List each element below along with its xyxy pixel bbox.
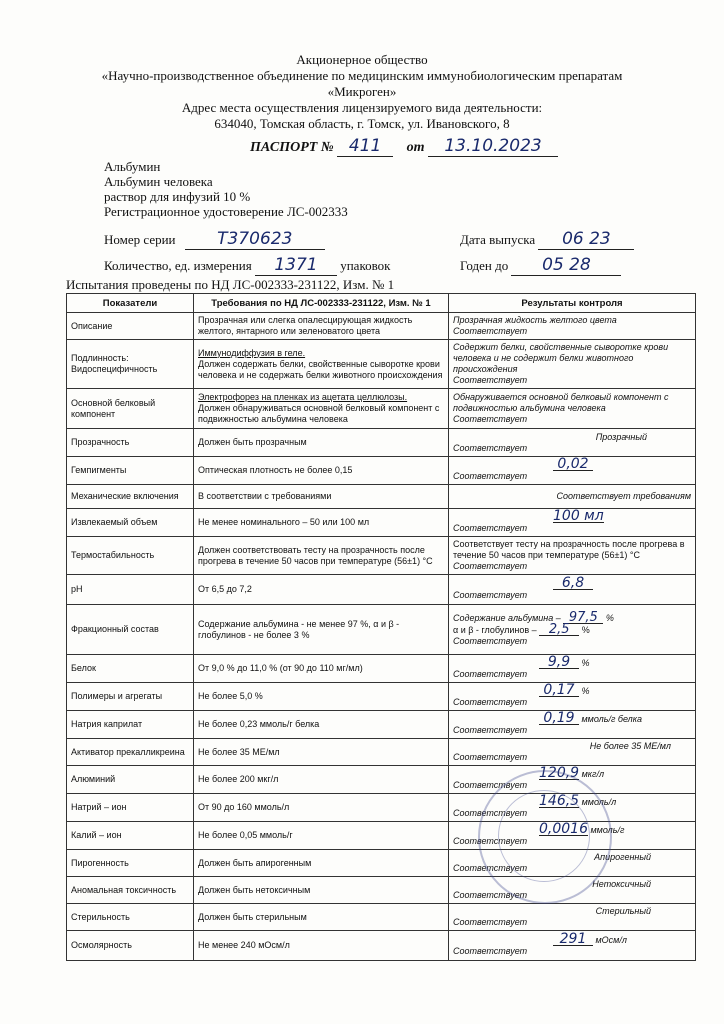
- table-row: [67, 575, 696, 605]
- result-unit: мкг/л: [581, 769, 605, 779]
- table-row: [67, 711, 696, 739]
- org-name: «Научно-производственное объединение по медицинским иммунобиологическим препаратам: [101, 68, 623, 83]
- param-result: [449, 457, 696, 485]
- globulin-unit: %: [581, 625, 590, 635]
- table-row: [67, 313, 696, 340]
- product-subname: Альбумин человека: [104, 174, 213, 189]
- result-value: 0,02: [553, 459, 593, 471]
- result-verdict: Соответствует: [453, 780, 528, 790]
- qty-row: [104, 255, 390, 276]
- qty-value: 1371: [255, 255, 337, 276]
- address: 634040, Томская область, г. Томск, ул. Ивановского, 8: [214, 116, 510, 131]
- org-brand: «Микроген»: [327, 84, 397, 99]
- param-requirement: Не более 0,23 ммоль/г белка: [194, 711, 449, 739]
- result-unit: мОсм/л: [595, 935, 627, 945]
- param-name: Активатор прекалликреина: [67, 739, 194, 766]
- table-row: [67, 537, 696, 575]
- result-text: Обнаруживается основной белковый компонент с подвижностью альбумина человека: [453, 392, 669, 413]
- table-row: [67, 904, 696, 931]
- globulin-label: α и β - глобулинов –: [453, 625, 537, 635]
- param-name: Извлекаемый объем: [67, 509, 194, 537]
- requirement-text: Должен содержать белки, свойственные сыворотке крови человека и не содержать белки животного происхождения: [198, 358, 443, 380]
- param-requirement: Должен быть прозрачным: [194, 429, 449, 457]
- result-text: Апирогенный: [594, 852, 651, 862]
- product-registration: Регистрационное удостоверение ЛС-002333: [104, 204, 348, 219]
- result-value: 0,0016: [539, 821, 588, 837]
- param-name: Белок: [67, 655, 194, 683]
- result-verdict: Соответствует: [453, 697, 528, 707]
- param-result: [449, 931, 696, 961]
- param-result: [449, 389, 696, 429]
- param-requirement: От 9,0 % до 11,0 % (от 90 до 110 мг/мл): [194, 655, 449, 683]
- param-result: [449, 711, 696, 739]
- result-text: Не более 35 МЕ/мл: [589, 741, 671, 751]
- param-result: [449, 485, 696, 509]
- result-value: 146,5: [539, 793, 580, 809]
- result-verdict: Соответствует: [453, 442, 528, 453]
- result-verdict: Соответствует: [453, 636, 528, 646]
- expiry-row: [460, 255, 621, 276]
- passport-title: [250, 136, 558, 157]
- result-verdict: Соответствует: [453, 752, 528, 762]
- param-requirement: Не более 200 мкг/л: [194, 766, 449, 794]
- result-verdict: Соответствует: [453, 808, 528, 818]
- result-verdict: Соответствует: [453, 863, 528, 873]
- table-row: [67, 457, 696, 485]
- param-name: pH: [67, 575, 194, 605]
- passport-date: 13.10.2023: [428, 136, 558, 157]
- param-requirement: Не менее номинального – 50 или 100 мл: [194, 509, 449, 537]
- table-row: [67, 931, 696, 961]
- param-requirement: Не менее 240 мОсм/л: [194, 931, 449, 961]
- albumin-unit: %: [605, 613, 614, 623]
- result-verdict: Соответствует: [453, 946, 528, 956]
- issue-value: 06 23: [538, 229, 634, 250]
- requirement-text: Должен обнаруживаться основной белковый компонент с подвижностью альбумина человека: [198, 403, 440, 424]
- param-name: Прозрачность: [67, 429, 194, 457]
- param-requirement: Прозрачная или слегка опалесцирующая жидкость желтого, янтарного или зеленоватого цвета: [194, 313, 449, 340]
- result-verdict: Соответствует: [453, 375, 528, 385]
- result-value: 0,19: [539, 713, 579, 725]
- passport-date-label: от: [406, 140, 425, 155]
- series-value: T370623: [185, 229, 325, 250]
- result-text: Содержит белки, свойственные сыворотке крови человека и не содержит белки животного происхождения: [453, 342, 669, 374]
- result-text: Соответствует тесту на прозрачность после прогрева в течение 50 часов при температуре (56±1) °С: [453, 539, 685, 560]
- param-name: Осмолярность: [67, 931, 194, 961]
- albumin-value: 97,5: [563, 612, 603, 624]
- qty-unit: упаковок: [340, 258, 391, 273]
- address-label: Адрес места осуществления лицензируемого вида деятельности:: [181, 100, 543, 115]
- issue-label: Дата выпуска: [460, 232, 536, 247]
- table-row: [67, 766, 696, 794]
- result-unit: %: [581, 658, 590, 668]
- param-result: [449, 904, 696, 931]
- param-requirement: В соответствии с требованиями: [194, 485, 449, 509]
- col-header-parameter: Показатели: [67, 294, 194, 313]
- param-name: Стерильность: [67, 904, 194, 931]
- param-result: [449, 537, 696, 575]
- result-text: Прозрачный: [595, 431, 647, 442]
- org-type: Акционерное общество: [296, 52, 428, 67]
- param-result: [449, 655, 696, 683]
- result-verdict: Соответствует: [453, 836, 528, 846]
- table-row: [67, 389, 696, 429]
- table-row: [67, 683, 696, 711]
- table-row: [67, 509, 696, 537]
- result-unit: ммоль/г белка: [581, 714, 643, 724]
- series-row: [104, 229, 325, 250]
- result-text: Нетоксичный: [592, 879, 651, 889]
- result-value: 6,8: [553, 578, 593, 590]
- result-text: Соответствует требованиям: [556, 491, 691, 501]
- param-result: [449, 340, 696, 389]
- result-verdict: Соответствует: [453, 917, 528, 927]
- param-name: Термостабильность: [67, 537, 194, 575]
- series-label: Номер серии: [104, 232, 176, 247]
- col-header-requirements: Требования по НД ЛС-002333-231122, Изм. № 1: [194, 294, 449, 313]
- product-name: Альбумин: [104, 159, 161, 174]
- param-result: [449, 313, 696, 340]
- table-row: [67, 485, 696, 509]
- param-name: Аномальная токсичность: [67, 877, 194, 904]
- param-requirement: Не более 5,0 %: [194, 683, 449, 711]
- result-verdict: Соответствует: [453, 326, 528, 336]
- param-requirement: [194, 389, 449, 429]
- param-requirement: Должен быть апирогенным: [194, 850, 449, 877]
- result-unit: %: [581, 686, 590, 696]
- param-requirement: Не более 0,05 ммоль/г: [194, 822, 449, 850]
- result-value: 9,9: [539, 657, 579, 669]
- result-unit: ммоль/г: [590, 825, 625, 835]
- param-requirement: [194, 340, 449, 389]
- param-result: [449, 429, 696, 457]
- result-verdict: Соответствует: [453, 523, 528, 533]
- param-name: Описание: [67, 313, 194, 340]
- result-verdict: Соответствует: [453, 890, 528, 900]
- param-name: Механические включения: [67, 485, 194, 509]
- param-requirement: Должен быть нетоксичным: [194, 877, 449, 904]
- param-name: Гемпигменты: [67, 457, 194, 485]
- param-name: Основной белковый компонент: [67, 389, 194, 429]
- result-verdict: Соответствует: [453, 669, 528, 679]
- passport-label: ПАСПОРТ №: [250, 140, 334, 155]
- table-row: [67, 877, 696, 904]
- result-value: 120,9: [539, 765, 580, 781]
- result-value: 0,17: [539, 685, 579, 697]
- param-requirement: От 6,5 до 7,2: [194, 575, 449, 605]
- product-block: [104, 159, 348, 219]
- param-name: Подлинность: Видоспецифичность: [67, 340, 194, 389]
- result-text: Прозрачная жидкость желтого цвета: [453, 315, 617, 325]
- requirement-method: Электрофорез на пленках из ацетата целлюлозы.: [198, 392, 408, 402]
- table-header-row: [67, 294, 696, 313]
- param-requirement: От 90 до 160 ммоль/л: [194, 794, 449, 822]
- result-value: 291: [553, 934, 593, 946]
- param-requirement: Оптическая плотность не более 0,15: [194, 457, 449, 485]
- table-row: [67, 429, 696, 457]
- result-verdict: Соответствует: [453, 590, 528, 600]
- table-row: [67, 739, 696, 766]
- tests-caption: Испытания проведены по НД ЛС-002333-231122, Изм. № 1: [66, 277, 395, 292]
- table-row: [67, 655, 696, 683]
- param-result: [449, 739, 696, 766]
- param-requirement: Не более 35 МЕ/мл: [194, 739, 449, 766]
- param-name: Полимеры и агрегаты: [67, 683, 194, 711]
- param-name: Калий – ион: [67, 822, 194, 850]
- albumin-label: Содержание альбумина –: [453, 613, 561, 623]
- table-row: [67, 340, 696, 389]
- param-name: Натрий – ион: [67, 794, 194, 822]
- param-result: [449, 683, 696, 711]
- table-row: [67, 605, 696, 655]
- expiry-label: Годен до: [460, 258, 509, 273]
- param-requirement: Должен быть стерильным: [194, 904, 449, 931]
- result-text: Стерильный: [595, 906, 651, 916]
- result-verdict: Соответствует: [453, 471, 528, 481]
- passport-number: 411: [337, 136, 393, 157]
- requirement-method: Иммунодиффузия в геле.: [198, 347, 306, 358]
- globulin-value: 2,5: [539, 624, 579, 636]
- expiry-value: 05 28: [511, 255, 621, 276]
- qty-label: Количество, ед. измерения: [104, 258, 252, 273]
- param-requirement: Должен соответствовать тесту на прозрачность после прогрева в течение 50 часов при температуре (56±1) °С: [194, 537, 449, 575]
- param-result: [449, 575, 696, 605]
- param-result: [449, 509, 696, 537]
- param-requirement: Содержание альбумина - не менее 97 %, α и β - глобулинов - не более 3 %: [194, 605, 449, 655]
- result-verdict: Соответствует: [453, 414, 528, 424]
- product-form: раствор для инфузий 10 %: [104, 189, 251, 204]
- col-header-results: Результаты контроля: [449, 294, 696, 313]
- param-name: Алюминий: [67, 766, 194, 794]
- param-name: Фракционный состав: [67, 605, 194, 655]
- issue-row: [460, 229, 634, 250]
- qc-stamp-inner: [498, 790, 590, 882]
- result-verdict: Соответствует: [453, 561, 528, 571]
- param-result: [449, 605, 696, 655]
- result-unit: ммоль/л: [581, 797, 617, 807]
- result-value: 100 мл: [553, 508, 604, 524]
- param-name: Натрия каприлат: [67, 711, 194, 739]
- result-verdict: Соответствует: [453, 725, 528, 735]
- param-name: Пирогенность: [67, 850, 194, 877]
